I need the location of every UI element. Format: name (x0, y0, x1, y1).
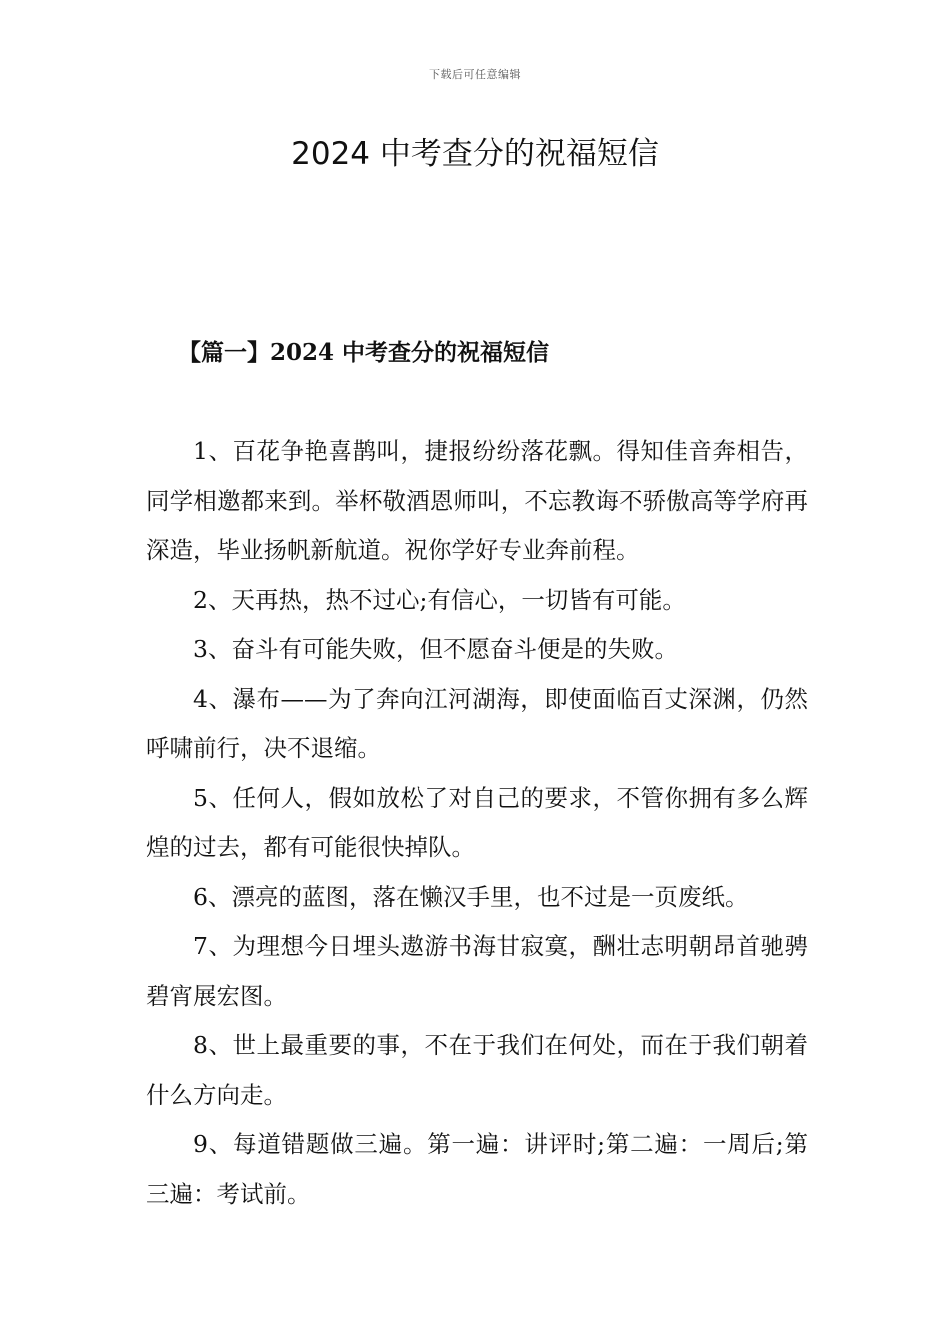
body-text (146, 427, 808, 1219)
paragraph-9: 9、每道错题做三遍。第一遍：讲评时;第二遍：一周后;第三遍：考试前。 (146, 1130, 808, 1208)
section-heading: 【篇一】2024 中考查分的祝福短信 (178, 339, 550, 366)
paragraph-3: 3、奋斗有可能失败，但不愿奋斗便是的失败。 (193, 635, 678, 663)
paragraph-5: 5、任何人，假如放松了对自己的要求，不管你拥有多么辉煌的过去，都有可能很快掉队。 (146, 783, 808, 861)
paragraph-2: 2、天再热，热不过心;有信心，一切皆有可能。 (193, 585, 686, 614)
paragraph-4: 4、瀑布——为了奔向江河湖海，即使面临百丈深渊，仍然呼啸前行，决不退缩。 (146, 684, 808, 762)
paragraph-1: 1、百花争艳喜鹊叫，捷报纷纷落花飘。得知佳音奔相告，同学相邀都来到。举杯敬酒恩师叫，不忘教诲不骄傲高等学府再深造，毕业扬帆新航道。祝你学好专业奔前程。 (146, 437, 808, 564)
paragraph-7: 7、为理想今日埋头遨游书海甘寂寞，酬壮志明朝昂首驰骋碧宵展宏图。 (146, 932, 808, 1010)
document-title: 2024 中考查分的祝福短信 (291, 136, 659, 172)
header-note: 下载后可任意编辑 (429, 68, 521, 81)
paragraph-6: 6、漂亮的蓝图，落在懒汉手里，也不过是一页废纸。 (193, 882, 749, 911)
paragraph-8: 8、世上最重要的事，不在于我们在何处，而在于我们朝着什么方向走。 (146, 1031, 808, 1109)
